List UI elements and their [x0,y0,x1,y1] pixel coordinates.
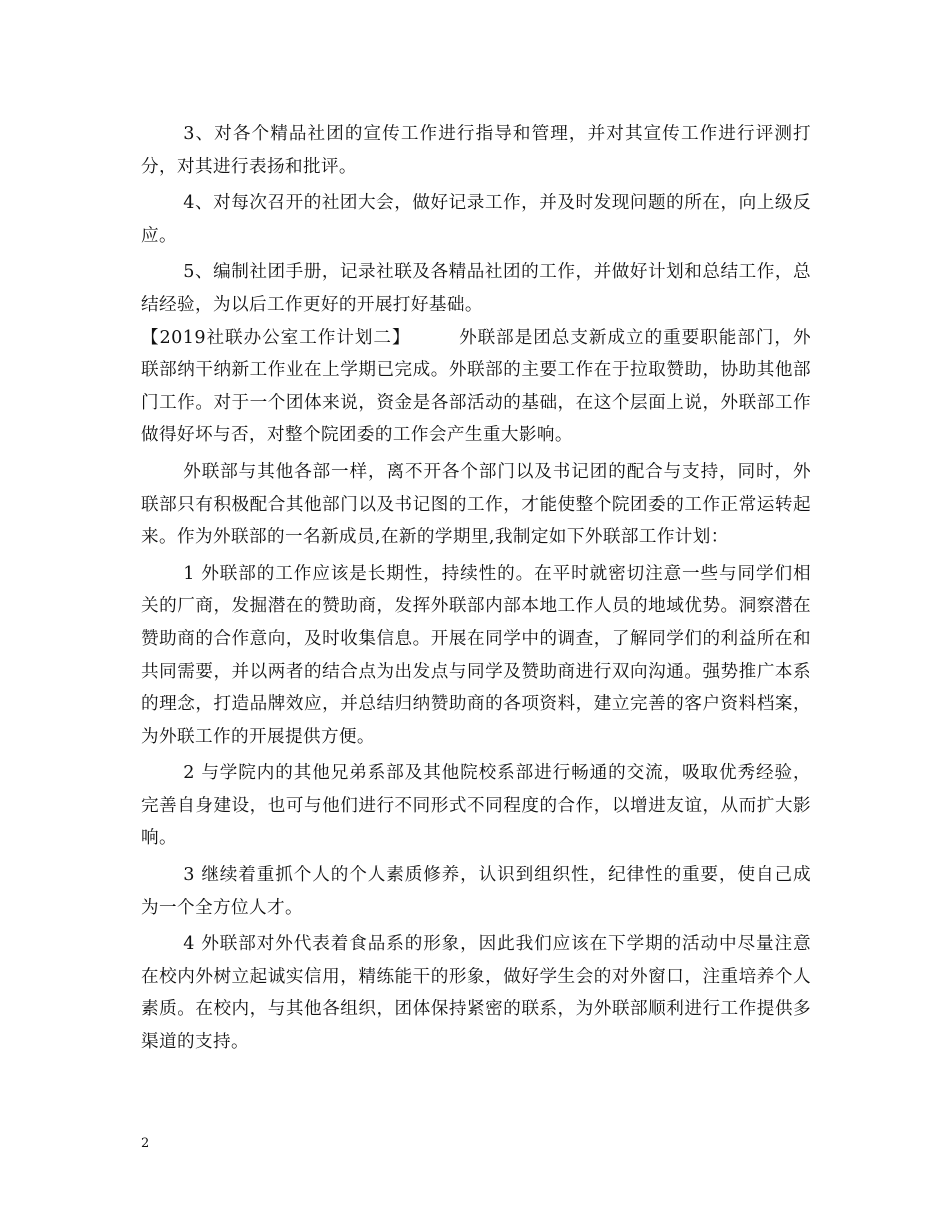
plan-item-4: 4 外联部对外代表着食品系的形象，因此我们应该在下学期的活动中尽量注意在校内外树立起诚实信用，精练能干的形象，做好学生会的对外窗口，注重培养个人素质。在校内，与其他各组织，团体保持紧密的联系，为外联部顺利进行工作提供多渠道的支持。 [141,934,811,1053]
plan-section-intro: 外联部是团总支新成立的重要职能部门，外联部纳干纳新工作业在上学期已完成。外联部的主要工作在于拉取赞助，协助其他部门工作。对于一个团体来说，资金是各部活动的基础，在这个层面上说，外联部工作做得好坏与否，对整个院团委的工作会产生重大影响。 [141,327,811,446]
paragraph-item-4: 4、对每次召开的社团大会，做好记录工作，并及时发现问题的所在，向上级反应。 [141,193,811,246]
plan-section-title: 【2019社联办公室工作计划二】 [141,327,411,348]
paragraph-item-5: 5、编制社团手册，记录社联及各精品社团的工作，并做好计划和总结工作，总结经验，为以后工作更好的开展打好基础。 [141,262,811,315]
paragraph-item-3: 3、对各个精品社团的宣传工作进行指导和管理，并对其宣传工作进行评测打分，对其进行表扬和批评。 [141,124,811,177]
page-number: 2 [141,1136,150,1151]
plan-item-3: 3 继续着重抓个人的个人素质修养，认识到组织性，纪律性的重要，使自己成为一个全方位人才。 [141,865,811,918]
document-body [141,118,811,1059]
body-paragraph-cooperation: 外联部与其他各部一样，离不开各个部门以及书记团的配合与支持，同时，外联部只有积极配合其他部门以及书记图的工作，才能使整个院团委的工作正常运转起来。作为外联部的一名新成员,在新的学期里,我制定如下外联部工作计划： [141,461,811,548]
plan-item-2: 2 与学院内的其他兄弟系部及其他院校系部进行畅通的交流，吸取优秀经验，完善自身建设，也可与他们进行不同形式不同程度的合作，以增进友谊，从而扩大影响。 [141,763,811,849]
plan-item-1: 1 外联部的工作应该是长期性，持续性的。在平时就密切注意一些与同学们相关的厂商，发掘潜在的赞助商，发挥外联部内部本地工作人员的地域优势。洞察潜在赞助商的合作意向，及时收集信息。开展在同学中的调查，了解同学们的利益所在和共同需要，并以两者的结合点为出发点与同学及赞助商进行双向沟通。强势推广本系的理念，打造品牌效应，并总结归纳赞助商的各项资料，建立完善的客户资料档案，为外联工作的开展提供方便。 [141,563,811,747]
plan-section-paragraph [141,322,811,452]
